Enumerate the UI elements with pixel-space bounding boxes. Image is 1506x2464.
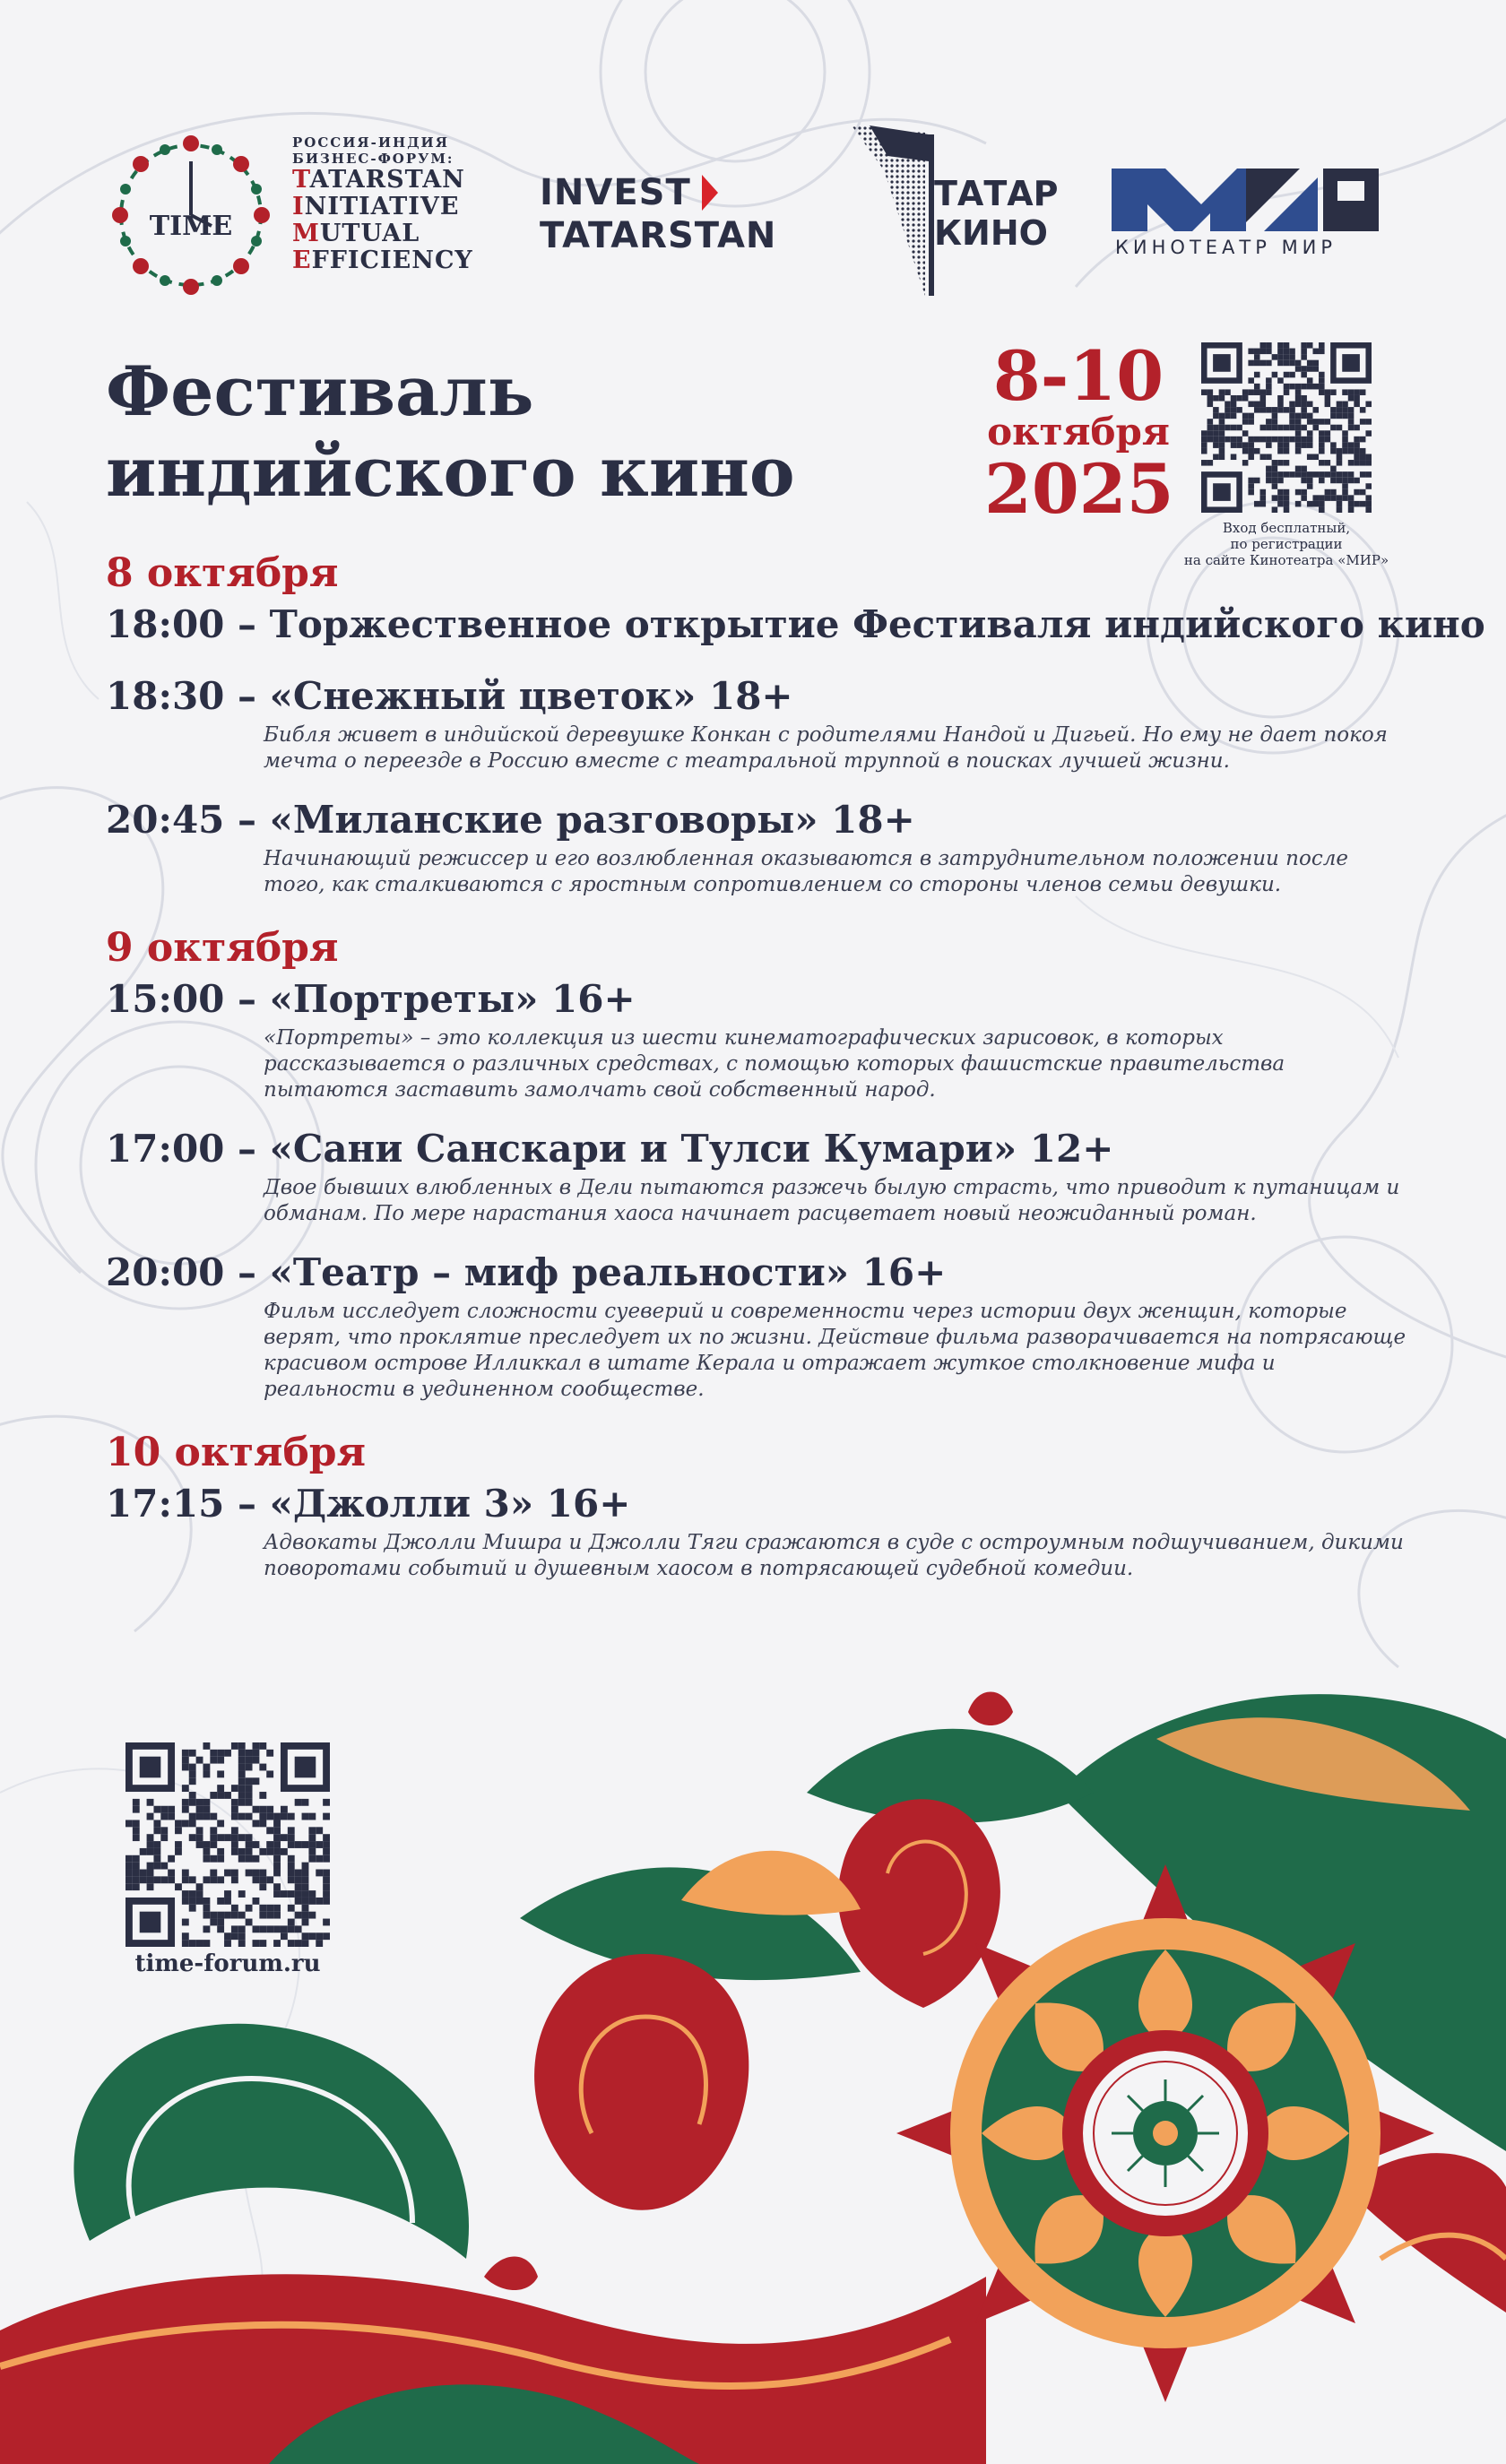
invest-line1: INVEST [540, 172, 691, 213]
event-item [106, 1478, 1415, 1582]
day-block [106, 1428, 1415, 1582]
title-line2: индийского кино [106, 432, 795, 512]
event-title: 17:00 – «Сани Санскари и Тулси Кумари» 12+ [106, 1127, 1114, 1171]
mir-cinema-logo [1112, 169, 1380, 267]
tatar-kino-text: ТАТАР КИНО [934, 174, 1059, 253]
time-line-mutual: MUTUAL [292, 220, 420, 247]
time-forum-logo [106, 125, 491, 305]
event-description: Библя живет в индийской деревушке Конкан с родителями Нандой и Дигьей. Но ему не дает покоя мечта о переезде в Россию вместе с театральной труппой в поисках лучшей жизни. [264, 723, 1388, 773]
event-title: 17:15 – «Джолли 3» 16+ [106, 1482, 631, 1526]
event-description: Фильм исследует сложности суеверий и современности через истории двух женщин, которые верят, что проклятие преследует их по жизни. Действие фильма разворачивается на потрясающе красивом острове Илликкал в штате Керала и отражает жуткое столкновение мифа и реальности в уединенном сообществе. [264, 1300, 1406, 1401]
time-line-initiative: INITIATIVE [292, 193, 460, 220]
time-emblem-icon [106, 125, 276, 305]
event-item [106, 670, 1415, 774]
day-block [106, 549, 1485, 898]
day-heading: 8 октября [106, 550, 339, 596]
invest-line2: TATARSTAN [540, 215, 777, 256]
time-emblem-text: TIME [149, 211, 233, 242]
day-heading: 9 октября [106, 925, 339, 971]
time-top-text: РОССИЯ-ИНДИЯ БИЗНЕС-ФОРУМ: [292, 134, 454, 167]
dates-year: 2025 [984, 449, 1174, 529]
event-item [106, 1123, 1415, 1227]
mir-mark-icon [1112, 169, 1380, 231]
day-heading: 10 октября [106, 1430, 367, 1475]
event-title: 20:45 – «Миланские разговоры» 18+ [106, 798, 915, 842]
event-item [106, 599, 1485, 651]
event-title: 18:00 – Торжественное открытие Фестиваля индийского кино [106, 602, 1485, 646]
dates-range: 8-10 [992, 336, 1164, 416]
website-url-link[interactable]: time-forum.ru [134, 1950, 321, 1977]
event-item [106, 973, 1415, 1103]
mir-caption: КИНОТЕАТР МИР [1115, 237, 1337, 258]
floral-ornament [0, 1685, 1506, 2464]
dates-month: октября [987, 410, 1170, 454]
event-title: 18:30 – «Снежный цветок» 18+ [106, 674, 793, 718]
time-wordmark [292, 134, 498, 274]
event-item [106, 1247, 1415, 1403]
registration-note: Вход бесплатный, по регистрации на сайте Кинотеатра «МИР» [1183, 520, 1389, 568]
event-title: 15:00 – «Портреты» 16+ [106, 977, 636, 1021]
event-item [106, 794, 1415, 898]
time-line-tatarstan: TATARSTAN [292, 166, 465, 194]
event-title: 20:00 – «Театр – миф реальности» 16+ [106, 1250, 947, 1294]
time-line-efficiency: EFFICIENCY [292, 246, 473, 274]
title-line1: Фестиваль [106, 351, 534, 431]
event-description: «Портреты» – это коллекция из шести кинематографических зарисовок, в которых рассказывается о различных средствах, с помощью которых фашистские правительства пытаются заставить замолчать свой собственный народ. [264, 1026, 1285, 1102]
festival-dates [984, 336, 1174, 529]
festival-title [106, 351, 795, 513]
event-description: Двое бывших влюбленных в Дели пытаются разжечь былую страсть, что приводит к путаницам и обманам. По мере нарастания хаоса начинает расцветает новый неожиданный роман. [264, 1176, 1400, 1225]
tatar-kino-logo [852, 125, 1058, 296]
event-description: Адвокаты Джолли Мишра и Джолли Тяги сражаются в суде с остроумным подшучиванием, дикими поворотами событий и душевным хаосом в потрясающей судебной комедии. [264, 1531, 1404, 1580]
day-block [106, 923, 1415, 1403]
registration-qr-code[interactable] [1201, 342, 1372, 513]
event-description: Начинающий режиссер и его возлюбленная оказываются в затруднительном положении после того, как сталкиваются с яростным сопротивлением со стороны членов семьи девушки. [264, 847, 1348, 896]
arrow-icon [702, 175, 718, 211]
invest-tatarstan-logo [540, 172, 782, 271]
schedule [106, 549, 1485, 1607]
